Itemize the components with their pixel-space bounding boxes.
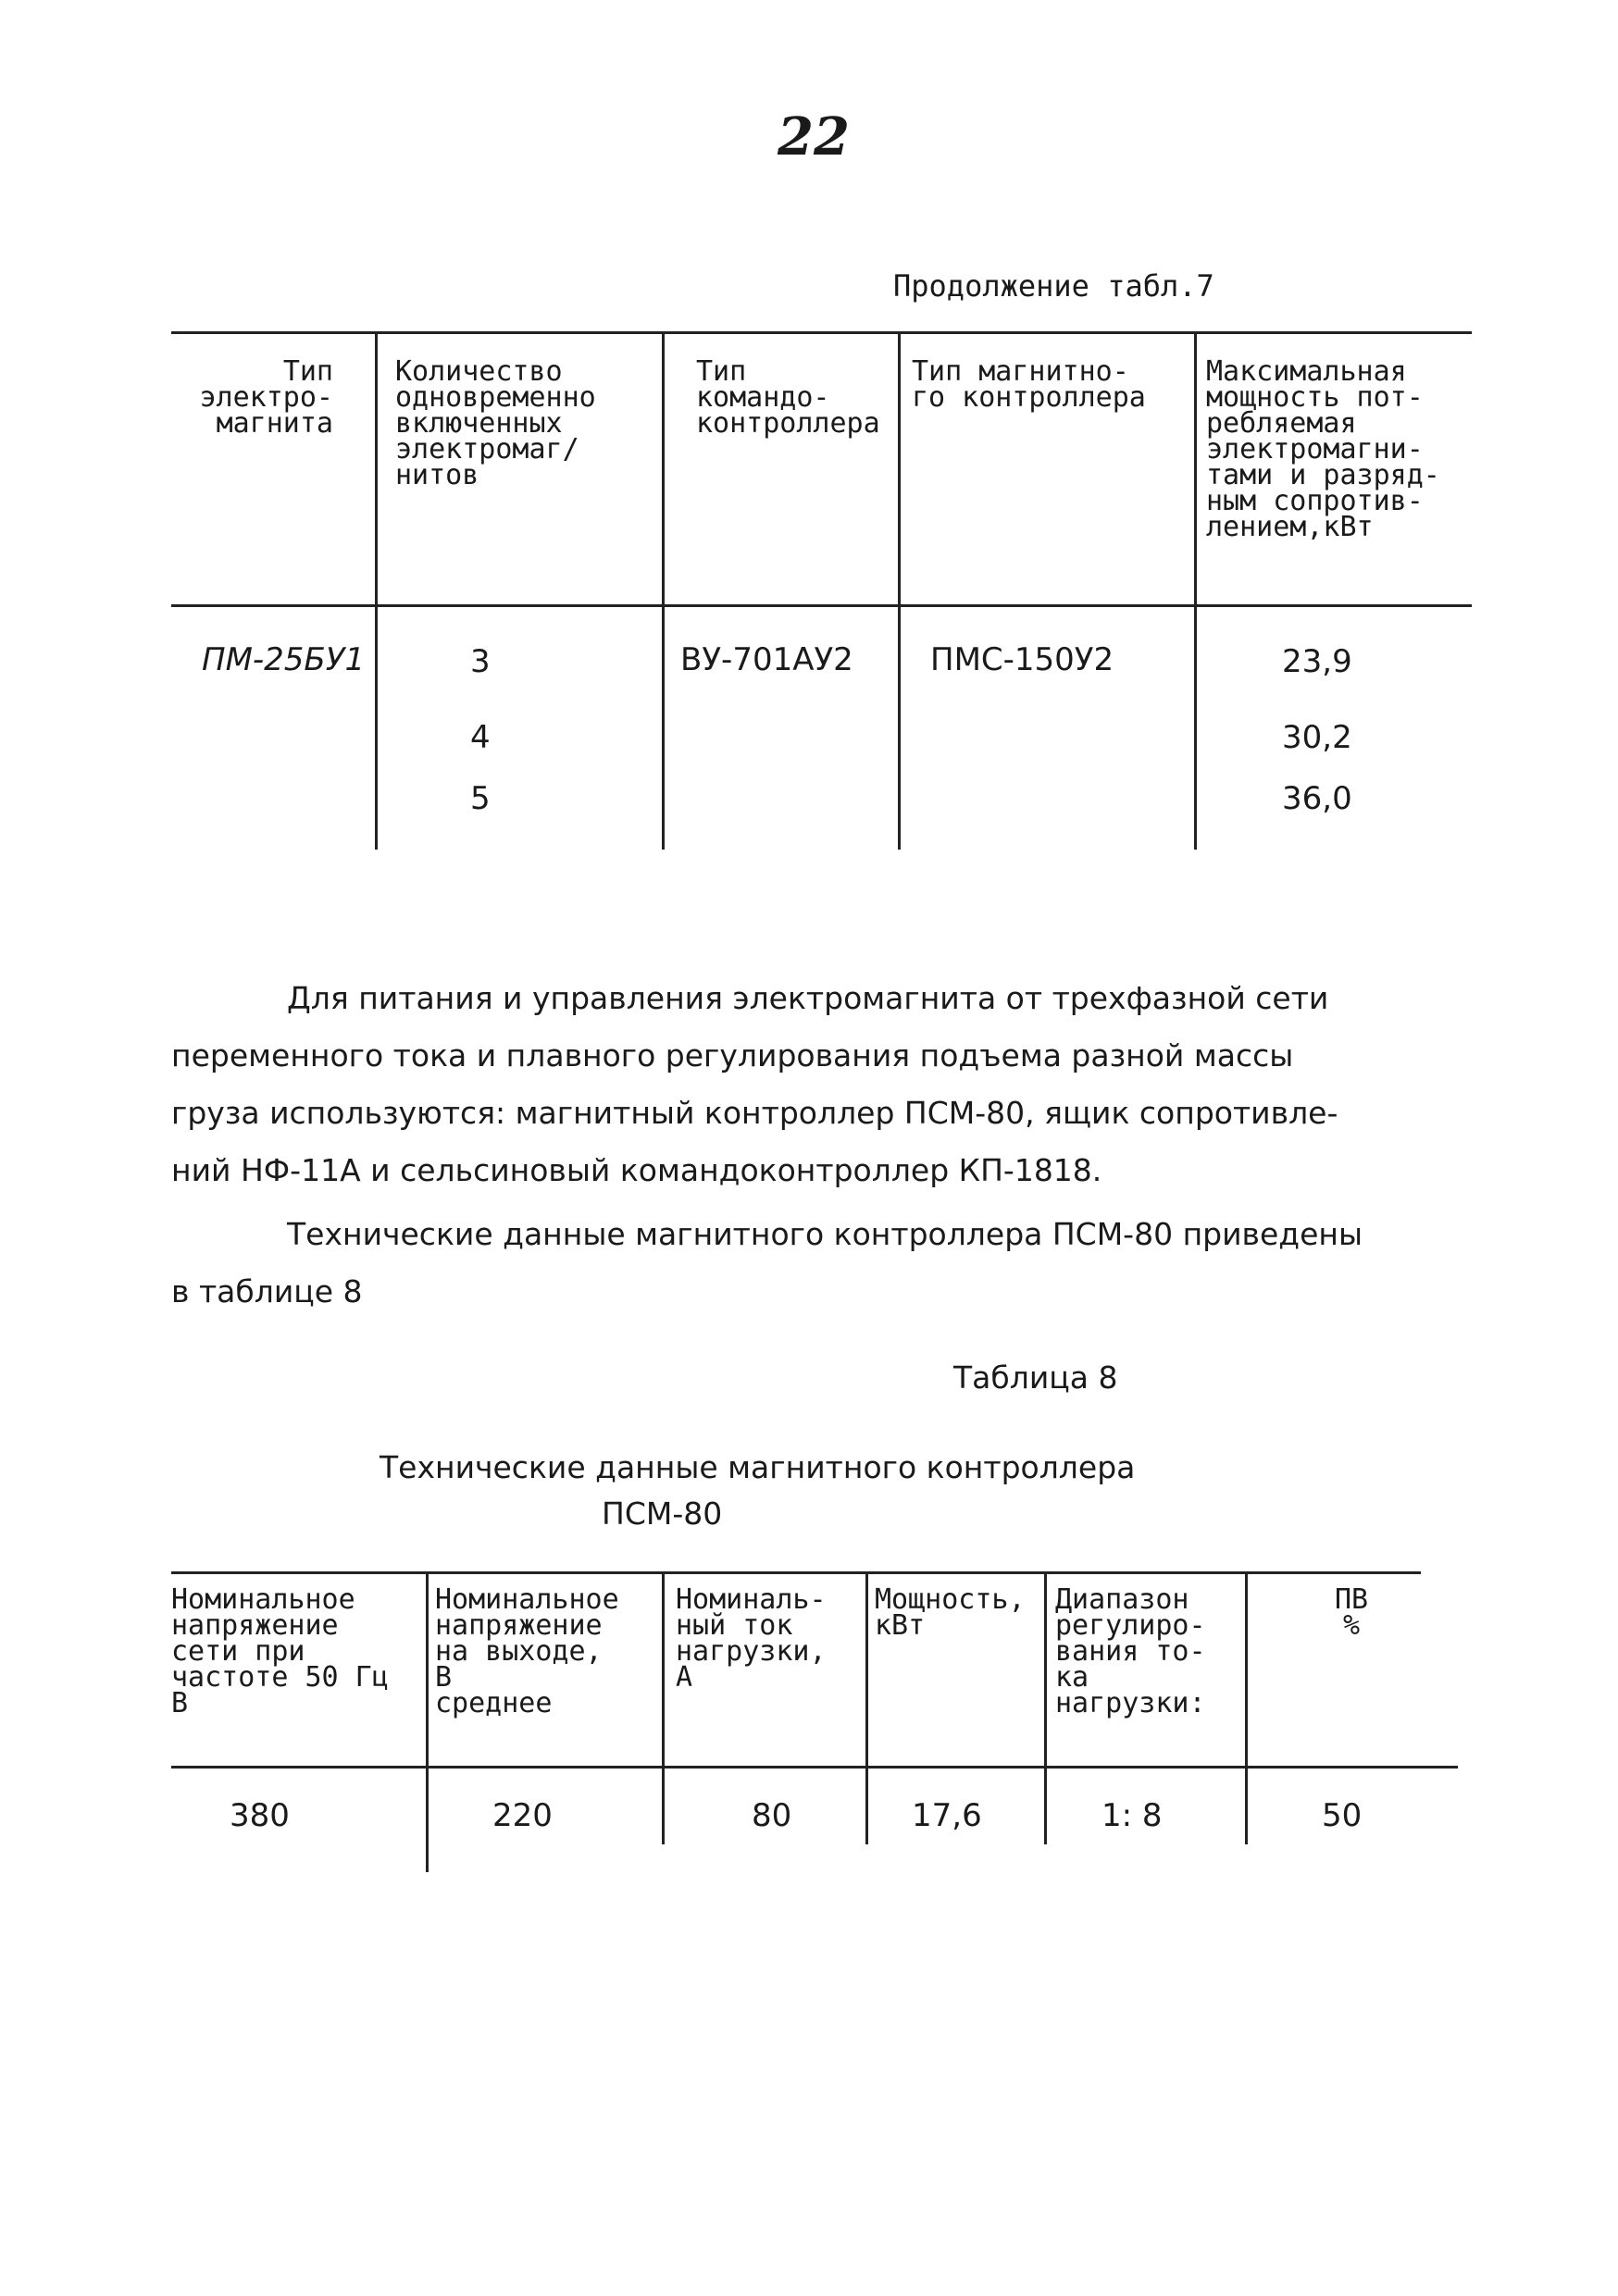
table8-load-current-value: 80 — [752, 1797, 792, 1834]
table7-command-controller: ВУ-701АУ2 — [680, 641, 853, 678]
table8-header-input-voltage: Номинальное напряжение сети при частоте 50 Гц В — [171, 1583, 389, 1719]
table7-col-divider-2 — [662, 331, 665, 850]
table8-header-duty-cycle: ПВ % — [1334, 1583, 1369, 1642]
table8-power-value: 17,6 — [912, 1797, 982, 1834]
table7-count-3: 5 — [470, 780, 491, 817]
table7-header-magnetic-controller: Тип магнитно- го контроллера — [912, 355, 1146, 414]
paragraph1-line-1: Для питания и управления электромагнита от трехфазной сети — [287, 980, 1329, 1016]
table8-header-load-current: Номиналь- ный ток нагрузки, А — [676, 1583, 827, 1694]
paragraph2-line-1: Технические данные магнитного контроллера ПСМ-80 приведены — [287, 1216, 1363, 1252]
page-number: 22 — [778, 106, 850, 168]
table8-col-divider-3 — [865, 1571, 868, 1844]
table7-header-rule — [171, 604, 1472, 607]
table7-type-magnet: ПМ-25БУ1 — [202, 641, 366, 678]
table8-label: Таблица 8 — [953, 1359, 1118, 1396]
table7-header-max-power: Максимальная мощность пот- ребляемая электромагни- тами и разряд- ным сопротив- лением,кВт — [1206, 355, 1440, 543]
table7-magnetic-controller: ПМС-150У2 — [930, 641, 1114, 678]
table7-continuation-label: Продолжение табл.7 — [893, 268, 1214, 304]
table7-header-command-controller: Тип командо- контроллера — [696, 355, 880, 440]
table8-title-line-2: ПСМ-80 — [602, 1496, 723, 1532]
table8-top-rule — [171, 1571, 1421, 1574]
table8-header-rule — [171, 1766, 1458, 1769]
paragraph1-line-2: переменного тока и плавного регулирования подъема разной массы — [171, 1037, 1294, 1074]
table8-header-output-voltage: Номинальное напряжение на выходе, В среднее — [435, 1583, 619, 1719]
table8-col-divider-5 — [1245, 1571, 1248, 1844]
table7-power-1: 23,9 — [1282, 643, 1352, 680]
table7-count-2: 4 — [470, 719, 491, 756]
table8-input-voltage-value: 380 — [230, 1797, 290, 1834]
table8-title-line-1: Технические данные магнитного контроллера — [380, 1449, 1136, 1485]
table7-col-divider-4 — [1194, 331, 1197, 850]
table7-power-2: 30,2 — [1282, 719, 1352, 756]
table8-header-power: Мощность, кВт — [875, 1583, 1026, 1642]
table7-top-rule — [171, 331, 1472, 334]
table7-power-3: 36,0 — [1282, 780, 1352, 817]
table7-header-type-magnet: Тип электро- магнита — [199, 355, 333, 440]
table8-col-divider-4 — [1044, 1571, 1047, 1844]
table8-header-regulation-range: Диапазон регулиро- вания то- ка нагрузки: — [1055, 1583, 1206, 1719]
table7-count-1: 3 — [470, 643, 491, 680]
paragraph1-line-4: ний НФ-11А и сельсиновый командоконтроллер КП-1818. — [171, 1152, 1102, 1188]
table7-header-count: Количество одновременно включенных электромаг/ нитов — [395, 355, 596, 491]
paragraph1-line-3: груза используются: магнитный контроллер ПСМ-80, ящик сопротивле- — [171, 1095, 1338, 1131]
table8-output-voltage-value: 220 — [492, 1797, 553, 1834]
table7-col-divider-1 — [375, 331, 378, 850]
table8-col-divider-2 — [662, 1571, 665, 1844]
table8-duty-cycle-value: 50 — [1322, 1797, 1363, 1834]
table8-col-divider-1 — [426, 1571, 429, 1872]
paragraph2-line-2: в таблице 8 — [171, 1273, 363, 1309]
table8-regulation-range-value: 1: 8 — [1101, 1797, 1163, 1834]
